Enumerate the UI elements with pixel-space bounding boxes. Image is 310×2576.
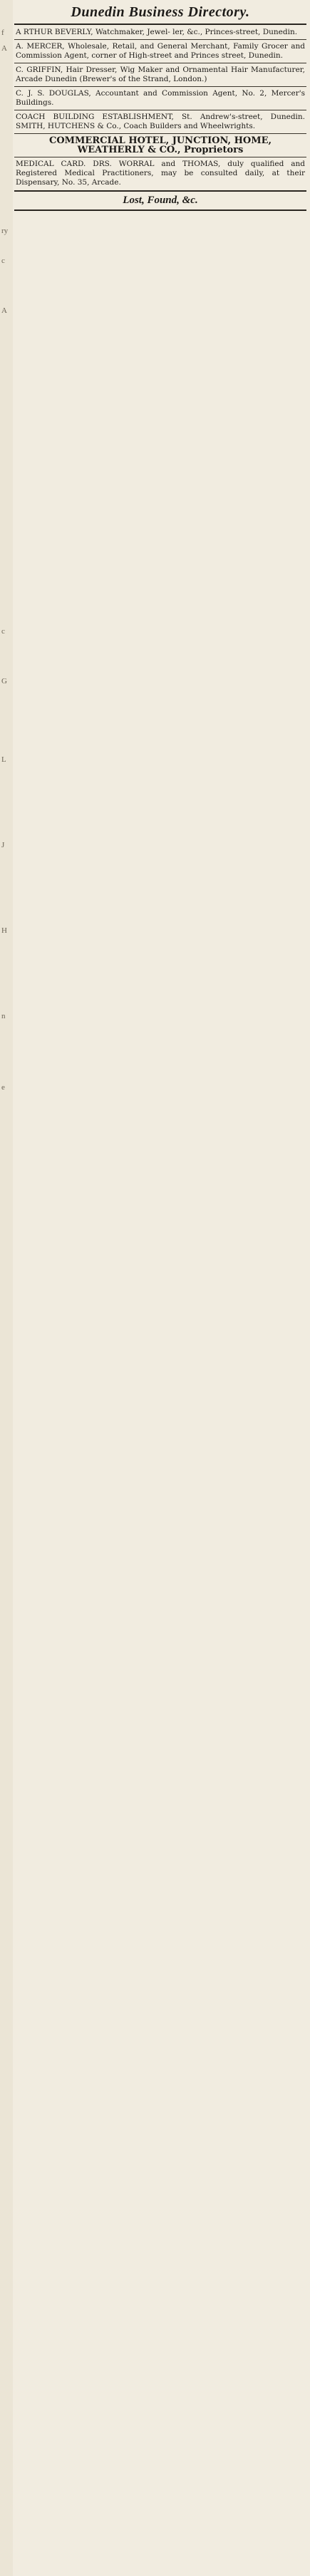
masthead-title: Dunedin Business Directory. [71,4,250,20]
margin-mark: L [1,755,6,764]
margin-mark: J [1,841,5,849]
margin-mark: A [1,306,7,315]
margin-mark: G [1,677,7,686]
divider [14,190,306,192]
divider [14,210,306,211]
margin-mark: A [1,44,7,53]
margin-mark: H [1,926,7,935]
section-heading-lost-found: Lost, Found, &c. [123,195,198,206]
divider [14,133,306,134]
divider [14,86,306,87]
margin-mark: n [1,1012,6,1020]
listing: C. J. S. DOUGLAS, Accountant and Commission Agent, No. 2, Mercer's Buildings. [16,89,305,107]
listing: COMMERCIAL HOTEL, JUNCTION, HOME, WEATHERLY & CO., Proprietors [48,135,272,155]
listing: C. GRIFFIN, Hair Dresser, Wig Maker and Ornamental Hair Manufacturer, Arcade Dunedin (Brewer's of the Strand, London.) [16,66,305,83]
margin-mark: c [1,627,5,636]
listing: MEDICAL CARD. DRS. WORRAL and THOMAS, duly qualified and Registered Medical Practitioners, may be consulted daily, at their Dispensary, No. 35, Arcade. [16,160,305,187]
listing: COACH BUILDING ESTABLISHMENT, St. Andrew's-street, Dunedin. SMITH, HUTCHENS & Co., Coach Builders and Wheelwrights. [16,113,305,130]
margin-mark: c [1,257,5,265]
divider [14,24,306,25]
margin-mark: e [1,1083,5,1092]
directory-column [14,0,306,2576]
left-margin [0,0,13,2576]
margin-mark: f [1,29,4,37]
listing: A RTHUR BEVERLY, Watchmaker, Jewel- ler, &c., Princes-street, Dunedin. [16,28,298,36]
margin-mark: ry [1,227,9,235]
divider [14,39,306,40]
listing: A. MERCER, Wholesale, Retail, and General Merchant, Family Grocer and Commission Agent, corner of High-street and Princes street, Dunedin. [16,42,305,60]
